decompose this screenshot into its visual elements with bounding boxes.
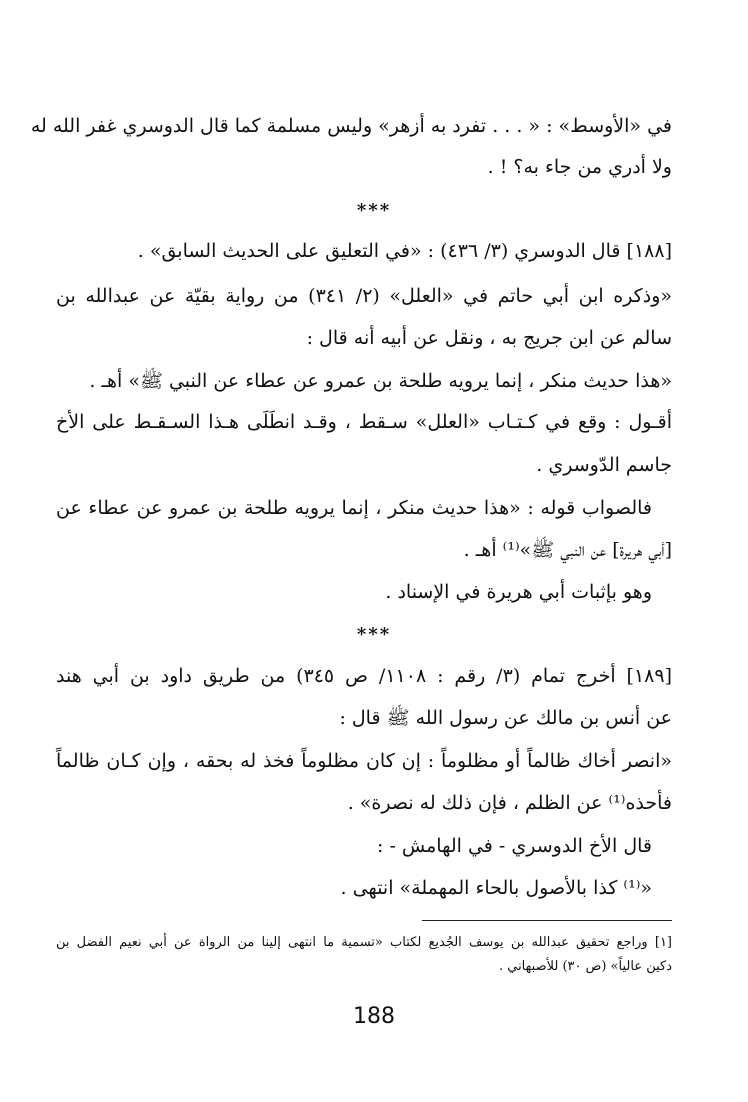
text-line: سالم عن ابن جريج به ، ونقل عن أبيه أنه قال : [306,327,672,349]
text-line: أقـول : وقع في كـتـاب «العلل» سـقط ، وقـد انطَلَى هـذا السـقـط على الأخ [56,411,672,433]
text-line: جاسم الدّوسري . [536,454,672,476]
hadith-line: فأحذه⁽¹⁾ عن الظلم ، فإن ذلك له نصرة» . [347,792,672,814]
text-line: قال الأخ الدوسري - في الهامش - : [377,835,652,857]
section-separator: *** [356,200,392,221]
section-separator: *** [356,624,392,645]
page-number: 188 [353,1004,395,1029]
text-line: وهو بإثبات أبي هريرة في الإسناد . [385,581,652,603]
text-line: [أبي هريرة] عن النبي ﷺ»⁽¹⁾ أهـ . [463,539,672,561]
footnote-line: [١] وراجع تحقيق عبدالله بن يوسف الجُديع لكتاب «تسمية ما انتهى إلينا من الرواة عن أبي نعيم الفضل بن [56,935,672,950]
quote-line: «هذا حديث منكر ، إنما يرويه طلحة بن عمرو عن عطاء عن النبي ﷺ» أهـ . [89,370,672,392]
text-line: في «الأوسط» : « . . . تفرد به أزهر» وليس مسلمة كما قال الدوسري غفر الله له [30,115,672,137]
footnote-line: دكين عالياً» (ص ٣٠) للأصبهاني . [498,959,672,974]
footnote-rule [422,920,672,921]
quote-line: «⁽¹⁾ كذا بالأصول بالحاء المهملة» انتهى . [340,877,652,899]
text-line: ولا أدري من جاء به؟ ! . [487,156,672,178]
text-line: فالصواب قوله : «هذا حديث منكر ، إنما يرويه طلحة بن عمرو عن عطاء عن [56,497,652,519]
entry-heading-189: [١٨٩] أخرج تمام (٣/ رقم : ١١٠٨/ ص ٣٤٥) من طريق داود بن أبي هند [56,665,673,687]
hadith-line: «انصر أخاك ظالماً أو مظلوماً : إن كان مظلوماً فخذ له بحقه ، وإن كـان ظالماً [56,750,672,772]
entry-heading-188: [١٨٨] قال الدوسري (٣/ ٤٣٦) : «في التعليق على الحديث السابق» . [137,240,672,262]
text-line: «وذكره ابن أبي حاتم في «العلل» (٢/ ٣٤١) من رواية بقيّة عن عبدالله بن [56,285,672,307]
text-line: عن أنس بن مالك عن رسول الله ﷺ قال : [339,707,672,729]
